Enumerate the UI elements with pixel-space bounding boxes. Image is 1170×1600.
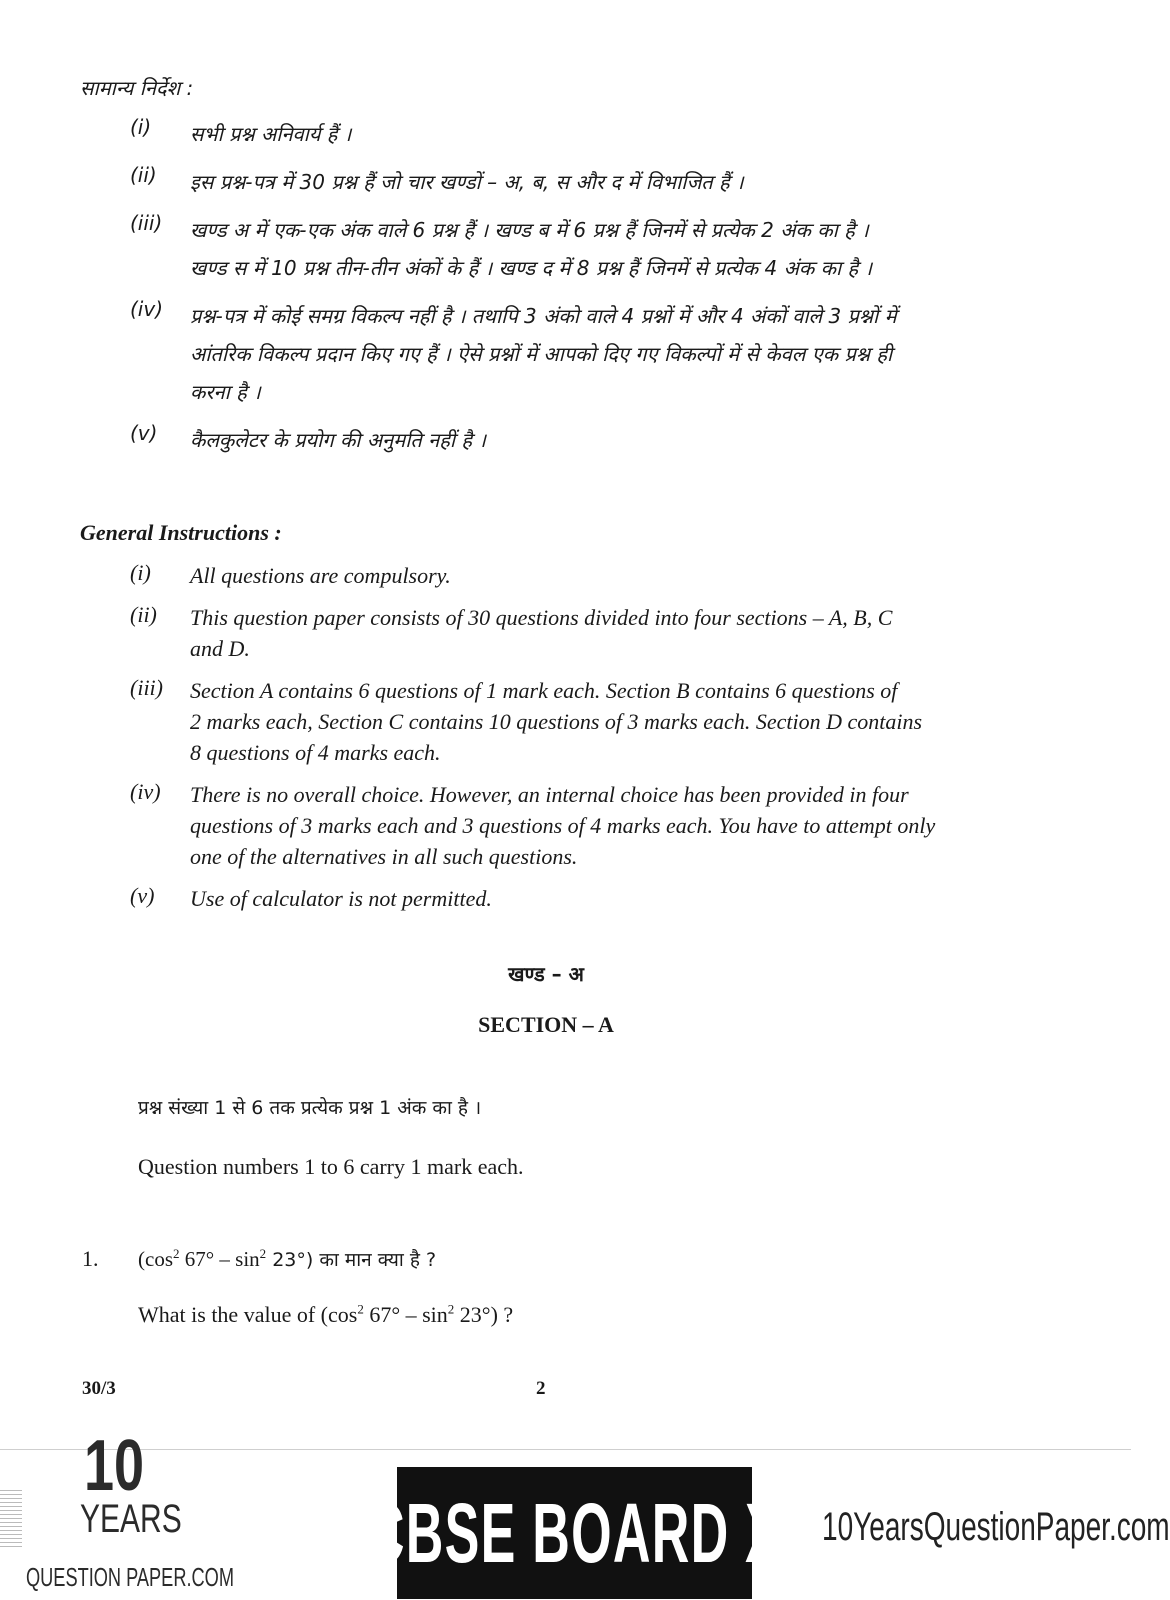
banner-text: CBSE BOARD X: [367, 1485, 782, 1580]
item-line: इस प्रश्न-पत्र में 30 प्रश्न हैं जो चार खण्डों – अ, ब, स और द में विभाजित हैं ।: [190, 170, 744, 194]
item-line: खण्ड स में 10 प्रश्न तीन-तीन अंकों के हैं । खण्ड द में 8 प्रश्न हैं जिनमें से प्रत्येक 4 अंक का है ।: [190, 256, 873, 280]
logo-number: 10: [84, 1426, 145, 1506]
exponent: 2: [259, 1246, 267, 1261]
item-number: (iii): [130, 211, 163, 235]
item-line: one of the alternatives in all such questions.: [190, 844, 578, 869]
question-english-suffix: 23°) ?: [454, 1302, 514, 1327]
item-number: (iv): [130, 779, 161, 804]
item-line: This question paper consists of 30 questions divided into four sections – A, B, C: [190, 605, 893, 630]
logo-years: YEARS: [80, 1497, 182, 1541]
english-instructions-list: [130, 560, 1000, 914]
item-line: करना है ।: [190, 380, 261, 404]
item-line: खण्ड अ में एक-एक अंक वाले 6 प्रश्न हैं । खण्ड ब में 6 प्रश्न हैं जिनमें से प्रत्येक 2 अंक का है ।: [190, 218, 869, 242]
page-number: 2: [536, 1378, 546, 1399]
section-hindi-title: खण्ड – अ: [508, 962, 584, 986]
english-instructions-heading: General Instructions :: [80, 520, 282, 545]
paper-code: 30/3: [82, 1378, 116, 1399]
list-item: [130, 779, 1000, 872]
item-line: 2 marks each, Section C contains 10 questions of 3 marks each. Section D contains: [190, 709, 923, 734]
list-item: [130, 115, 1030, 153]
item-line: Use of calculator is not permitted.: [190, 886, 492, 911]
website-link[interactable]: 10YearsQuestionPaper.com: [822, 1505, 1170, 1549]
logo-stripes: [0, 1490, 22, 1550]
section-hindi-note: प्रश्न संख्या 1 से 6 तक प्रत्येक प्रश्न 1 अंक का है ।: [138, 1097, 482, 1119]
item-line: 8 questions of 4 marks each.: [190, 740, 441, 765]
item-line: questions of 3 marks each and 3 questions of 4 marks each. You have to attempt only: [190, 813, 936, 838]
question-english: [138, 1302, 513, 1328]
cbse-banner: [367, 1467, 782, 1599]
section-english-note: Question numbers 1 to 6 carry 1 mark each.: [138, 1154, 524, 1179]
item-number: (iv): [130, 297, 163, 321]
question-hindi-prefix: (cos: [138, 1247, 173, 1271]
section-english-title: SECTION – A: [478, 1012, 614, 1037]
item-line: आंतरिक विकल्प प्रदान किए गए हैं । ऐसे प्रश्नों में आपको दिए गए विकल्पों में से केवल एक प्रश्न ही: [190, 342, 893, 366]
list-item: [130, 163, 1030, 201]
question-english-mid: 67° – sin: [363, 1302, 448, 1327]
question-number: 1.: [82, 1246, 99, 1271]
item-number: (v): [130, 883, 155, 908]
item-number: (iii): [130, 675, 163, 700]
item-number: (v): [130, 421, 158, 445]
exponent: 2: [357, 1301, 364, 1317]
item-line: There is no overall choice. However, an internal choice has been provided in four: [190, 782, 909, 807]
list-item: [130, 297, 1030, 411]
question-english-prefix: What is the value of (cos: [138, 1302, 358, 1327]
question-hindi-suffix: 23°) का मान क्या है ?: [266, 1249, 437, 1271]
logo-site: QUESTION PAPER.COM: [26, 1562, 234, 1592]
question-hindi-mid: 67° – sin: [179, 1247, 260, 1271]
list-item: [130, 421, 1030, 459]
item-number: (ii): [130, 163, 157, 187]
exponent: 2: [173, 1246, 180, 1261]
item-line: कैलकुलेटर के प्रयोग की अनुमति नहीं है ।: [190, 428, 486, 452]
item-line: सभी प्रश्न अनिवार्य हैं ।: [190, 122, 352, 146]
item-line: All questions are compulsory.: [190, 563, 451, 588]
hindi-instructions-heading: सामान्य निर्देश :: [80, 76, 194, 100]
item-line: and D.: [190, 636, 250, 661]
question-hindi: [138, 1246, 436, 1272]
item-number: (ii): [130, 602, 157, 627]
list-item: [130, 883, 1000, 914]
item-number: (i): [130, 115, 152, 139]
hindi-instructions-list: [130, 115, 1030, 459]
list-item: [130, 560, 1000, 591]
item-line: प्रश्न-पत्र में कोई समग्र विकल्प नहीं है । तथापि 3 अंको वाले 4 प्रश्नों में और 4 अंकों वाले 3 प्रश्नों में: [190, 304, 897, 328]
list-item: [130, 211, 1030, 287]
item-line: Section A contains 6 questions of 1 mark each. Section B contains 6 questions of: [190, 678, 898, 703]
exponent: 2: [447, 1301, 455, 1317]
item-number: (i): [130, 560, 151, 585]
list-item: [130, 675, 1000, 768]
list-item: [130, 602, 1000, 664]
